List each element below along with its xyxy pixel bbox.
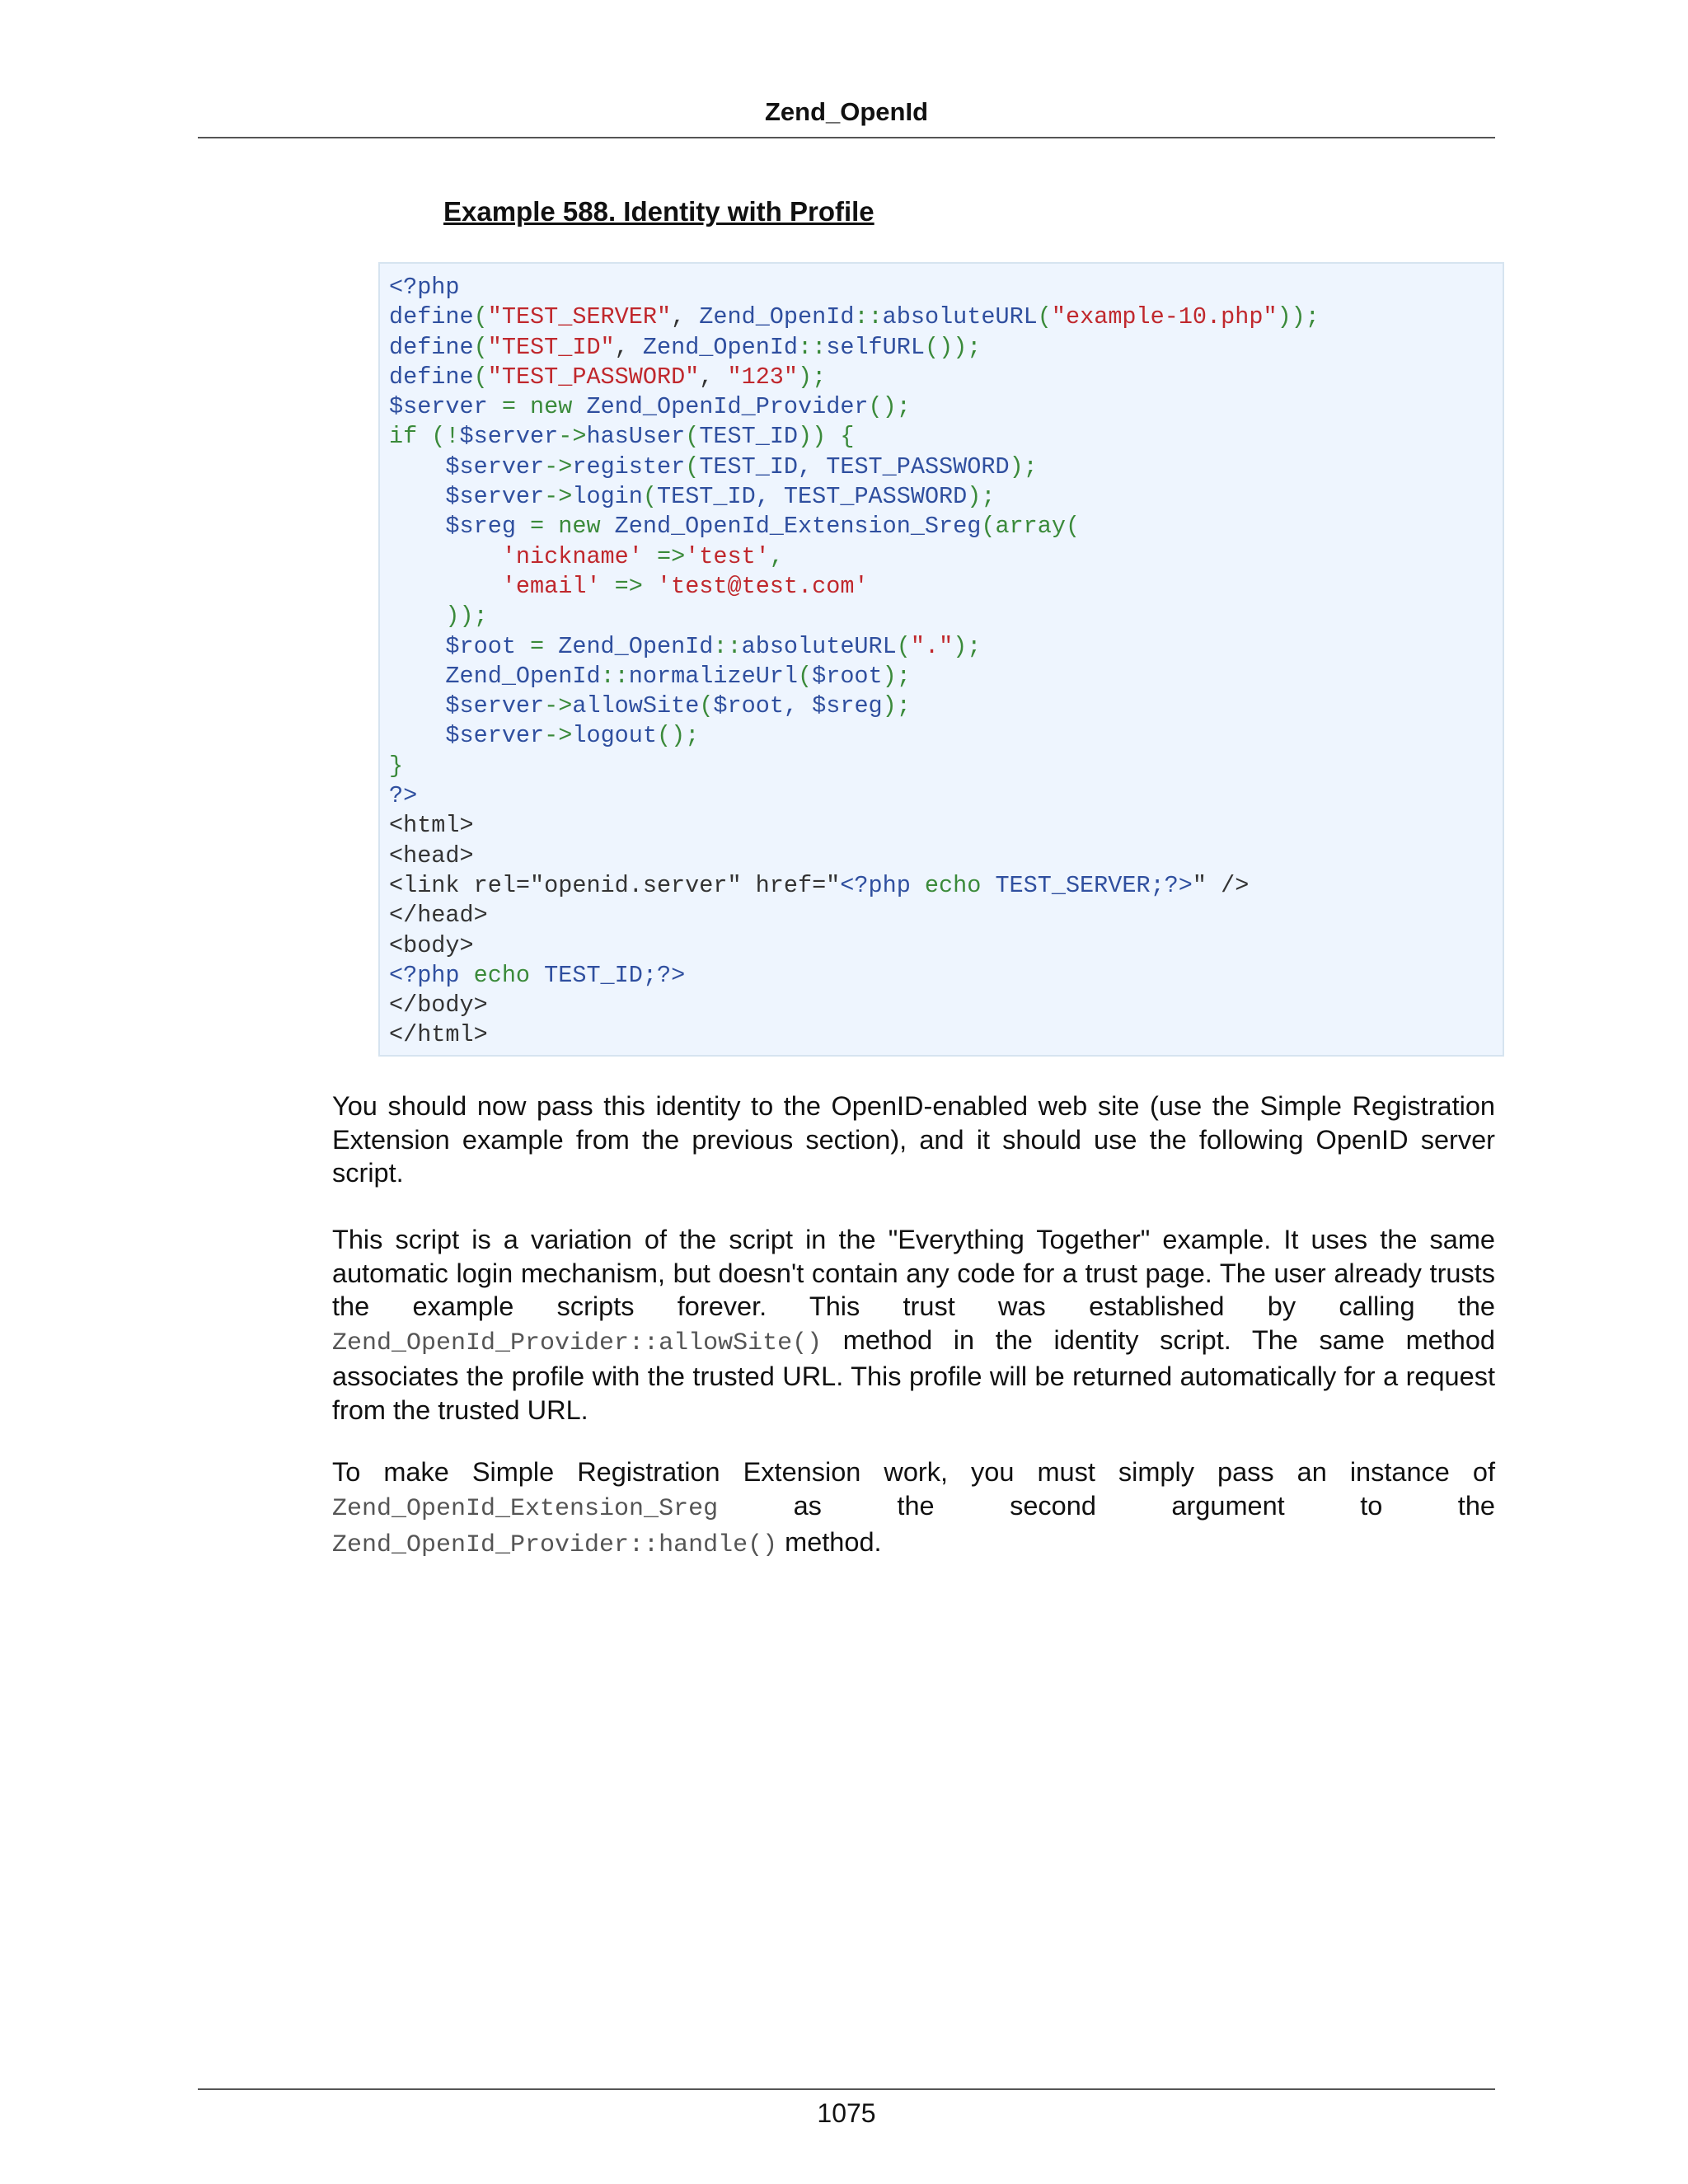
page-header: Zend_OpenId bbox=[764, 97, 929, 126]
paragraph-identity-pass: You should now pass this identity to the OpenID-enabled web site (use the Simple Registration Extension example from the previous section), and it should use the following OpenID server script. bbox=[332, 1091, 1495, 1188]
inline-code-allowsite: Zend_OpenId_Provider::allowSite() bbox=[332, 1329, 823, 1357]
inline-code-handle: Zend_OpenId_Provider::handle() bbox=[332, 1531, 778, 1559]
paragraph-script-variation: This script is a variation of the script in the "Everything Together" example. It uses the same automatic login mechanism, but doesn't contain any code for a trust page. The user already trusts the example scripts forever. This trust was established by calling the Zend_OpenId_Provider::allowSite() method in the identity script. The same method associates the profile with the trusted URL. This profile will be returned automatically for a request from the trusted URL. bbox=[332, 1225, 1495, 1425]
header-rule bbox=[198, 137, 1495, 138]
code-listing bbox=[378, 262, 1504, 1057]
example-title: Example 588. Identity with Profile bbox=[443, 196, 874, 227]
footer-rule bbox=[198, 2088, 1495, 2090]
paragraph-sreg-handle: To make Simple Registration Extension work, you must simply pass an instance of Zend_OpenId_Extension_Sreg as the second argument to the Zend_OpenId_Provider::handle() method. bbox=[332, 1457, 1495, 1559]
inline-code-sreg: Zend_OpenId_Extension_Sreg bbox=[332, 1494, 719, 1523]
code-line: <?php bbox=[389, 274, 460, 301]
page-number: 1075 bbox=[817, 2098, 876, 2128]
code-text: <?php define("TEST_SERVER", Zend_OpenId::absoluteURL("example-10.php")); define("TEST_ID", Zend_OpenId::selfURL()); define("TEST_PASSWORD", "123"); $server = new Zend_OpenId_Provider(); if (!$server->hasUser(TEST_ID)) { $server->register(TEST_ID, TEST_PASSWORD); $server->login(TEST_ID, TEST_PASSWORD); $sreg = new Zend_OpenId_Extension_Sreg(array( 'nickname' =>'test', 'email' => 'test@test.com' )); $root = Zend_OpenId::absoluteURL("."); Zend_OpenId::normalizeUrl($root); $server->allowSite($root, $sreg); $server->logout(); } ?> <html> <head> <link rel="openid.server" href="<?php echo TEST_SERVER;?>" /> </head> <body> <?php echo TEST_ID;?> </body> </html> bbox=[389, 274, 1320, 1049]
